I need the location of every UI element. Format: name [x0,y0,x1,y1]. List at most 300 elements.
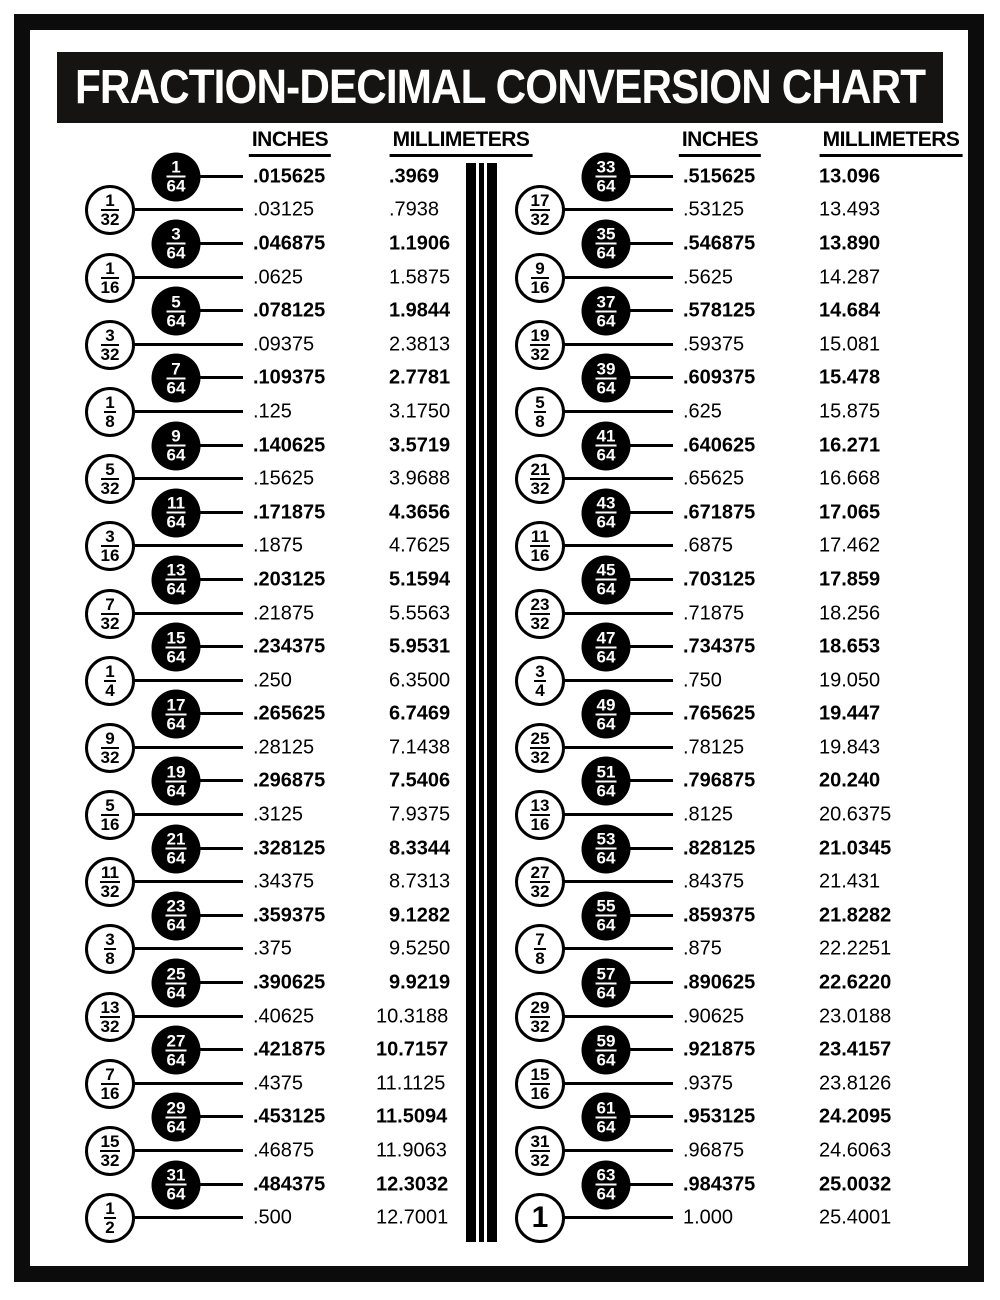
fraction-badge [515,924,565,974]
fraction [596,829,617,868]
fraction [100,258,120,297]
fraction-badge [85,992,135,1042]
inches-value: .453125 [253,1105,326,1128]
mm-value: 11.5094 [376,1105,448,1128]
fraction [534,930,545,969]
fraction [100,1064,120,1103]
mm-value: 11.1125 [376,1072,446,1095]
fraction-numerator: 1 [105,1199,115,1219]
fraction-numerator: 5 [167,294,186,312]
conversion-row [488,224,968,263]
inches-value: .84375 [683,870,745,893]
fraction-denominator: 64 [166,647,186,667]
fraction-badge [85,656,135,706]
inches-value: .109375 [253,366,326,389]
conversion-row [58,1132,466,1171]
fraction-badge [582,959,631,1008]
inches-value: .640625 [683,434,756,457]
conversion-row [488,1201,968,1235]
fraction-numerator: 29 [166,1098,186,1118]
conversion-row [488,997,968,1036]
inches-value: .8125 [683,803,734,826]
mm-value: 2.7781 [389,366,451,389]
mm-value: 13.890 [819,232,881,255]
mm-value: 21.431 [819,870,881,893]
fraction [596,560,617,599]
fraction-numerator: 31 [530,1132,550,1152]
fraction-badge [515,589,565,639]
fraction-badge [582,757,631,806]
conversion-row [58,796,466,835]
fraction-numerator: 1 [531,1201,549,1235]
inches-value: .09375 [253,333,315,356]
mm-value: 23.4157 [819,1038,892,1061]
inches-value: .59375 [683,333,745,356]
fraction-badge [152,354,201,403]
fraction-denominator: 64 [596,1050,616,1070]
mm-value: 10.3188 [376,1005,449,1028]
fraction-denominator: 16 [100,546,120,566]
fraction-denominator: 64 [166,1117,186,1137]
fraction-numerator: 11 [167,493,185,513]
mm-value: 9.5250 [389,937,451,960]
fraction [166,560,187,599]
fraction-numerator: 41 [596,426,616,446]
fraction [530,460,551,499]
mm-value: 13.096 [819,165,881,188]
mm-value: 12.7001 [376,1206,449,1229]
fraction-denominator: 64 [596,848,616,868]
conversion-row [58,325,466,364]
fraction-numerator: 9 [101,731,120,749]
conversion-row [58,1199,466,1238]
fraction-numerator: 51 [596,762,616,782]
inches-value: .40625 [253,1005,315,1028]
mm-value: 19.050 [819,669,881,692]
fraction-numerator: 1 [105,392,115,412]
fraction-badge [152,1093,201,1142]
fraction-denominator: 64 [166,915,186,935]
conversion-row [488,157,968,196]
fraction-denominator: 64 [596,579,616,599]
fraction-badge [152,1160,201,1209]
fraction [166,628,187,667]
fraction-numerator: 17 [166,695,186,715]
fraction-numerator: 35 [596,224,616,244]
conversion-row [488,527,968,566]
mm-value: 5.9531 [389,635,451,658]
conversion-row [488,325,968,364]
fraction-numerator: 7 [535,930,545,950]
fraction-numerator: 15 [530,1064,550,1084]
fraction-numerator: 5 [101,798,120,816]
fraction-badge [582,824,631,873]
fraction [532,1203,549,1233]
conversion-row [488,863,968,902]
fraction-denominator: 32 [530,1151,550,1171]
fraction-badge [85,185,135,235]
fraction-denominator: 64 [596,176,616,196]
inches-value: .34375 [253,870,315,893]
fraction [166,896,187,935]
conversion-row [488,829,968,868]
inches-value: .921875 [683,1038,756,1061]
fraction-badge [152,824,201,873]
fraction-numerator: 33 [596,157,616,177]
inches-value: .859375 [683,904,756,927]
inches-value: .953125 [683,1105,756,1128]
fraction [596,1031,617,1070]
fraction-denominator: 64 [166,781,186,801]
mm-value: 15.478 [819,366,881,389]
fraction-denominator: 32 [530,479,550,499]
fraction-numerator: 55 [596,896,616,916]
fraction-denominator: 64 [166,445,186,465]
fraction-badge [152,959,201,1008]
fraction-numerator: 3 [101,328,120,346]
fraction-badge [582,421,631,470]
mm-value: 20.6375 [819,803,892,826]
fraction-badge [152,287,201,336]
conversion-row [58,661,466,700]
inches-value: .296875 [253,769,326,792]
fraction [100,728,120,767]
fraction-denominator: 32 [100,344,120,364]
inches-value: .671875 [683,501,756,524]
inches-value: 1.000 [683,1206,734,1229]
fraction-numerator: 7 [101,597,120,615]
fraction-denominator: 64 [596,311,616,331]
inches-value: .390625 [253,971,326,994]
mm-value: 19.447 [819,702,881,725]
fraction-denominator: 4 [535,680,545,700]
mm-value: 5.1594 [389,568,451,591]
fraction-badge [85,1059,135,1109]
inches-value: .046875 [253,232,326,255]
fraction-badge [582,287,631,336]
inches-value: .21875 [253,602,315,625]
inches-value: .625 [683,400,722,423]
mm-value: 6.3500 [389,669,451,692]
mm-value: 1.9844 [389,299,451,322]
fraction-numerator: 27 [166,1031,186,1051]
fraction-numerator: 3 [535,661,545,681]
fraction [104,930,115,969]
fraction-numerator: 49 [596,695,616,715]
fraction-denominator: 32 [530,344,550,364]
conversion-row [488,594,968,633]
conversion-row [58,460,466,499]
fraction-denominator: 8 [535,949,545,969]
inches-value: .875 [683,937,722,960]
fraction [166,359,186,398]
fraction-badge [582,891,631,940]
inches-value: .015625 [253,165,326,188]
fraction-numerator: 13 [530,796,550,816]
fraction-denominator: 32 [530,1016,550,1036]
fraction [104,392,115,431]
inches-value: .1875 [253,534,304,557]
mm-value: 3.5719 [389,434,451,457]
fraction-denominator: 64 [166,176,186,196]
fraction [100,594,120,633]
fraction-badge [85,253,135,303]
mm-value: 14.287 [819,266,881,289]
fraction [166,1031,187,1070]
conversion-row [488,258,968,297]
fraction-numerator: 7 [167,361,186,379]
fraction-badge [515,320,565,370]
fraction-denominator: 32 [100,1151,120,1171]
inches-value: .828125 [683,837,756,860]
fraction-numerator: 9 [167,429,186,447]
mm-value: 17.859 [819,568,881,591]
conversion-row [58,997,466,1036]
fraction-denominator: 8 [105,949,115,969]
inches-value: .250 [253,669,292,692]
inches-value: .5625 [683,266,734,289]
mm-value: 22.6220 [819,971,892,994]
inches-value: .4375 [253,1072,304,1095]
fraction-numerator: 17 [530,191,550,211]
fraction [596,426,617,465]
fraction-badge [152,690,201,739]
inches-value: .078125 [253,299,326,322]
conversion-row [488,359,968,398]
fraction-badge [85,589,135,639]
conversion-row [488,728,968,767]
fraction [596,1165,617,1204]
conversion-row [488,930,968,969]
fraction-denominator: 64 [166,1050,186,1070]
conversion-row [488,796,968,835]
fraction [530,191,551,230]
mm-value: 25.4001 [819,1206,892,1229]
fraction-numerator: 21 [166,829,186,849]
fraction-numerator: 13 [100,997,120,1017]
fraction-denominator: 16 [100,1083,120,1103]
fraction-numerator: 3 [101,529,120,547]
fraction-numerator: 3 [105,930,115,950]
fraction [104,661,115,700]
inches-value: .734375 [683,635,756,658]
inches-value: .500 [253,1206,292,1229]
mm-value: 3.9688 [389,467,451,490]
fraction-numerator: 1 [167,160,186,178]
mm-value: 3.1750 [389,400,451,423]
fraction [530,728,551,767]
fraction-numerator: 31 [166,1165,186,1185]
conversion-row [58,594,466,633]
fraction-denominator: 16 [530,546,550,566]
mm-value: 23.8126 [819,1072,892,1095]
fraction-numerator: 37 [596,292,616,312]
fraction-numerator: 45 [596,560,616,580]
mm-value: 2.3813 [389,333,451,356]
fraction [100,1132,121,1171]
fraction [100,863,120,902]
mm-value: 8.3344 [389,837,451,860]
fraction-numerator: 1 [105,661,115,681]
fraction-badge [515,521,565,571]
millimeters-column-header: MILLIMETERS [820,128,963,157]
inches-value: .750 [683,669,722,692]
fraction-badge [152,1026,201,1075]
fraction-numerator: 13 [166,560,186,580]
fraction-badge [515,1059,565,1109]
mm-value: 9.9219 [389,971,451,994]
inches-value: .90625 [683,1005,745,1028]
fraction-badge [582,555,631,604]
fraction-numerator: 15 [166,628,186,648]
conversion-row [58,392,466,431]
fraction [596,1098,617,1137]
mm-value: 6.7469 [389,702,451,725]
fraction-badge [582,152,631,201]
fraction [596,359,617,398]
fraction-badge [152,152,201,201]
mm-value: 15.081 [819,333,881,356]
fraction-numerator: 29 [530,997,550,1017]
fraction-denominator: 32 [100,479,120,499]
fraction-denominator: 64 [596,243,616,263]
fraction-numerator: 9 [531,261,550,279]
fraction [166,292,186,331]
fraction [100,191,120,230]
fraction [166,762,187,801]
fraction-badge [515,656,565,706]
fraction-denominator: 64 [166,714,186,734]
fraction-denominator: 64 [166,848,186,868]
inches-value: .65625 [683,467,745,490]
fraction-numerator: 25 [166,964,186,984]
fraction-denominator: 64 [596,647,616,667]
fraction [596,292,617,331]
fraction-numerator: 57 [596,964,616,984]
fraction-numerator: 19 [166,762,186,782]
fraction-denominator: 4 [105,680,115,700]
fraction [530,527,550,566]
inches-value: .421875 [253,1038,326,1061]
conversion-row [488,695,968,734]
fraction [596,493,617,532]
fraction-denominator: 64 [596,445,616,465]
mm-value: 25.0032 [819,1173,892,1196]
inches-value: .609375 [683,366,756,389]
mm-value: 7.9375 [389,803,451,826]
mm-value: 19.843 [819,736,881,759]
fraction-numerator: 39 [596,359,616,379]
mm-value: 20.240 [819,769,881,792]
fraction-denominator: 32 [530,613,550,633]
rows-container [488,157,968,1235]
fraction-denominator: 16 [530,815,550,835]
inches-value: .265625 [253,702,326,725]
mm-value: 21.0345 [819,837,892,860]
mm-value: 17.065 [819,501,881,524]
fraction-badge [515,790,565,840]
inches-value: .03125 [253,198,315,221]
mm-value: 24.6063 [819,1139,892,1162]
fraction-denominator: 64 [166,579,186,599]
fraction-denominator: 8 [105,411,115,431]
inches-value: .6875 [683,534,734,557]
fraction-numerator: 27 [530,863,550,883]
inches-value: .53125 [683,198,745,221]
fraction-numerator: 5 [535,392,545,412]
fraction-numerator: 61 [596,1098,616,1118]
inches-value: .703125 [683,568,756,591]
mm-value: 17.462 [819,534,881,557]
fraction [100,527,120,566]
fraction-numerator: 59 [596,1031,616,1051]
inches-value: .78125 [683,736,745,759]
inches-value: .234375 [253,635,326,658]
fraction-badge [582,354,631,403]
fraction-denominator: 16 [530,1083,550,1103]
inches-value: .71875 [683,602,745,625]
fraction-badge [582,1160,631,1209]
conversion-row [58,191,466,230]
fraction-numerator: 25 [530,728,550,748]
fraction-badge [152,623,201,672]
inches-value: .359375 [253,904,326,927]
fraction-numerator: 63 [596,1165,616,1185]
fraction [100,460,120,499]
fraction [530,258,550,297]
fraction [530,325,551,364]
inches-value: .515625 [683,165,756,188]
fraction [530,1064,551,1103]
fraction-denominator: 64 [596,781,616,801]
fraction-denominator: 32 [100,747,120,767]
fraction-badge [85,1126,135,1176]
conversion-row [488,292,968,331]
mm-value: 11.9063 [376,1139,447,1162]
fraction [104,1199,115,1238]
mm-value: 16.668 [819,467,881,490]
fraction-denominator: 64 [596,512,616,532]
fraction-badge [152,488,201,537]
fraction-numerator: 21 [530,460,550,480]
mm-value: 5.5563 [389,602,451,625]
inches-value: .546875 [683,232,756,255]
conversion-row [58,1064,466,1103]
fraction-badge [515,1193,565,1243]
fraction-denominator: 32 [100,613,120,633]
conversion-row [488,628,968,667]
mm-value: 12.3032 [376,1173,449,1196]
fraction-denominator: 32 [530,882,550,902]
mm-value: 18.256 [819,602,881,625]
fraction-badge [515,454,565,504]
fraction-denominator: 64 [166,1184,186,1204]
fraction [534,661,545,700]
inches-value: .578125 [683,299,756,322]
fraction-denominator: 16 [100,277,120,297]
mm-value: .7938 [389,198,440,221]
fraction-badge [85,521,135,571]
fraction-badge [582,219,631,268]
fraction [596,896,617,935]
fraction-denominator: 64 [166,311,186,331]
fraction [530,863,551,902]
inches-value: .171875 [253,501,326,524]
conversion-row [488,896,968,935]
conversion-row [58,728,466,767]
mm-value: 24.2095 [819,1105,892,1128]
fraction [530,796,551,835]
